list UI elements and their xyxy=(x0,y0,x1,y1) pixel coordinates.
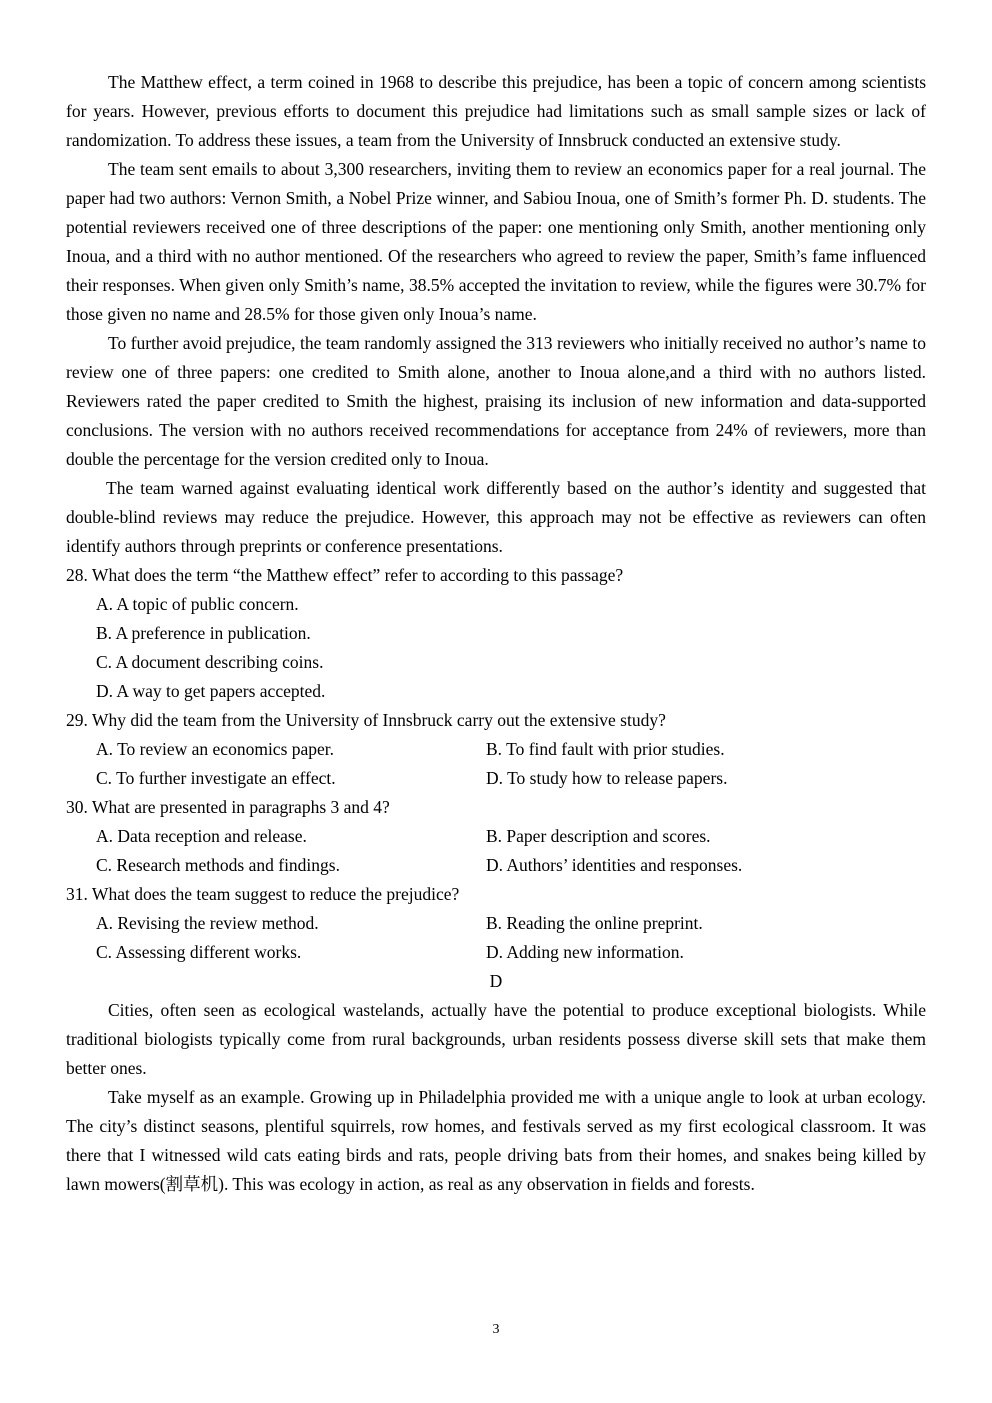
option-d: D. To study how to release papers. xyxy=(486,768,728,788)
option-c: C. To further investigate an effect. xyxy=(96,768,336,788)
question-31 xyxy=(66,880,926,967)
option-d: D. Authors’ identities and responses. xyxy=(486,855,743,875)
option-a: A. To review an economics paper. xyxy=(96,739,335,759)
passage-paragraph-4: The team warned against evaluating identical work differently based on the author’s identity and suggested that double-blind reviews may reduce the prejudice. However, this approach may not be effective as reviewers can often identify authors through preprints or conference presentations. xyxy=(66,478,926,556)
option-d: D. A way to get papers accepted. xyxy=(96,681,326,701)
question-28 xyxy=(66,561,926,706)
passage-paragraph-1: The Matthew effect, a term coined in 1968 to describe this prejudice, has been a topic of concern among scientists for years. However, previous efforts to document this prejudice had limitations such as small sample sizes or lack of randomization. To address these issues, a team from the University of Innsbruck conducted an extensive study. xyxy=(66,72,926,150)
options-grid xyxy=(96,735,926,793)
option-d: D. Adding new information. xyxy=(486,942,684,962)
passage-d-paragraph-2: Take myself as an example. Growing up in Philadelphia provided me with a unique angle to look at urban ecology. The city’s distinct seasons, plentiful squirrels, row homes, and festivals served as my first ecological classroom. It was there that I witnessed wild cats eating birds and rats, people driving bats from their homes, and snakes being killed by lawn mowers(割草机). This was ecology in action, as real as any observation in fields and forests. xyxy=(66,1087,926,1194)
option-b: B. A preference in publication. xyxy=(96,623,311,643)
option-a: A. A topic of public concern. xyxy=(96,594,299,614)
option-c: C. Assessing different works. xyxy=(96,942,302,962)
question-30 xyxy=(66,793,926,880)
option-b: B. Reading the online preprint. xyxy=(486,913,703,933)
question-stem: 28. What does the term “the Matthew effect” refer to according to this passage? xyxy=(66,565,624,585)
question-stem: 30. What are presented in paragraphs 3 and 4? xyxy=(66,797,390,817)
question-29 xyxy=(66,706,926,793)
section-heading-d: D xyxy=(489,971,503,991)
passage-paragraph-2: The team sent emails to about 3,300 researchers, inviting them to review an economics paper for a real journal. The paper had two authors: Vernon Smith, a Nobel Prize winner, and Sabiou Inoua, one of Smith’s former Ph. D. students. The potential reviewers received one of three descriptions of the paper: one mentioning only Smith, another mentioning only Inoua, and a third with no author mentioned. Of the researchers who agreed to review the paper, Smith’s fame influenced their responses. When given only Smith’s name, 38.5% accepted the invitation to review, while the figures were 30.7% for those given no name and 28.5% for those given only Inoua’s name. xyxy=(66,159,926,324)
passage-paragraph-3: To further avoid prejudice, the team randomly assigned the 313 reviewers who initially received no author’s name to review one of three papers: one credited to Smith alone, another to Inoua alone,and a third with no authors listed. Reviewers rated the paper credited to Smith the highest, praising its inclusion of new information and data-supported conclusions. The version with no authors received recommendations for acceptance from 24% of reviewers, more than double the percentage for the version credited only to Inoua. xyxy=(66,333,926,469)
options-grid xyxy=(96,822,926,880)
option-c: C. A document describing coins. xyxy=(96,652,324,672)
option-a: A. Data reception and release. xyxy=(96,826,307,846)
option-c: C. Research methods and findings. xyxy=(96,855,340,875)
options-list xyxy=(96,590,926,706)
question-stem: 31. What does the team suggest to reduce the prejudice? xyxy=(66,884,460,904)
option-b: B. To find fault with prior studies. xyxy=(486,739,725,759)
option-a: A. Revising the review method. xyxy=(96,913,319,933)
question-stem: 29. Why did the team from the University of Innsbruck carry out the extensive study? xyxy=(66,710,666,730)
option-b: B. Paper description and scores. xyxy=(486,826,711,846)
passage-d-paragraph-1: Cities, often seen as ecological wastelands, actually have the potential to produce exceptional biologists. While traditional biologists typically come from rural backgrounds, urban residents possess diverse skill sets that make them better ones. xyxy=(66,1000,926,1078)
exam-page xyxy=(66,68,926,1199)
options-grid xyxy=(96,909,926,967)
page-number: 3 xyxy=(492,1322,500,1337)
